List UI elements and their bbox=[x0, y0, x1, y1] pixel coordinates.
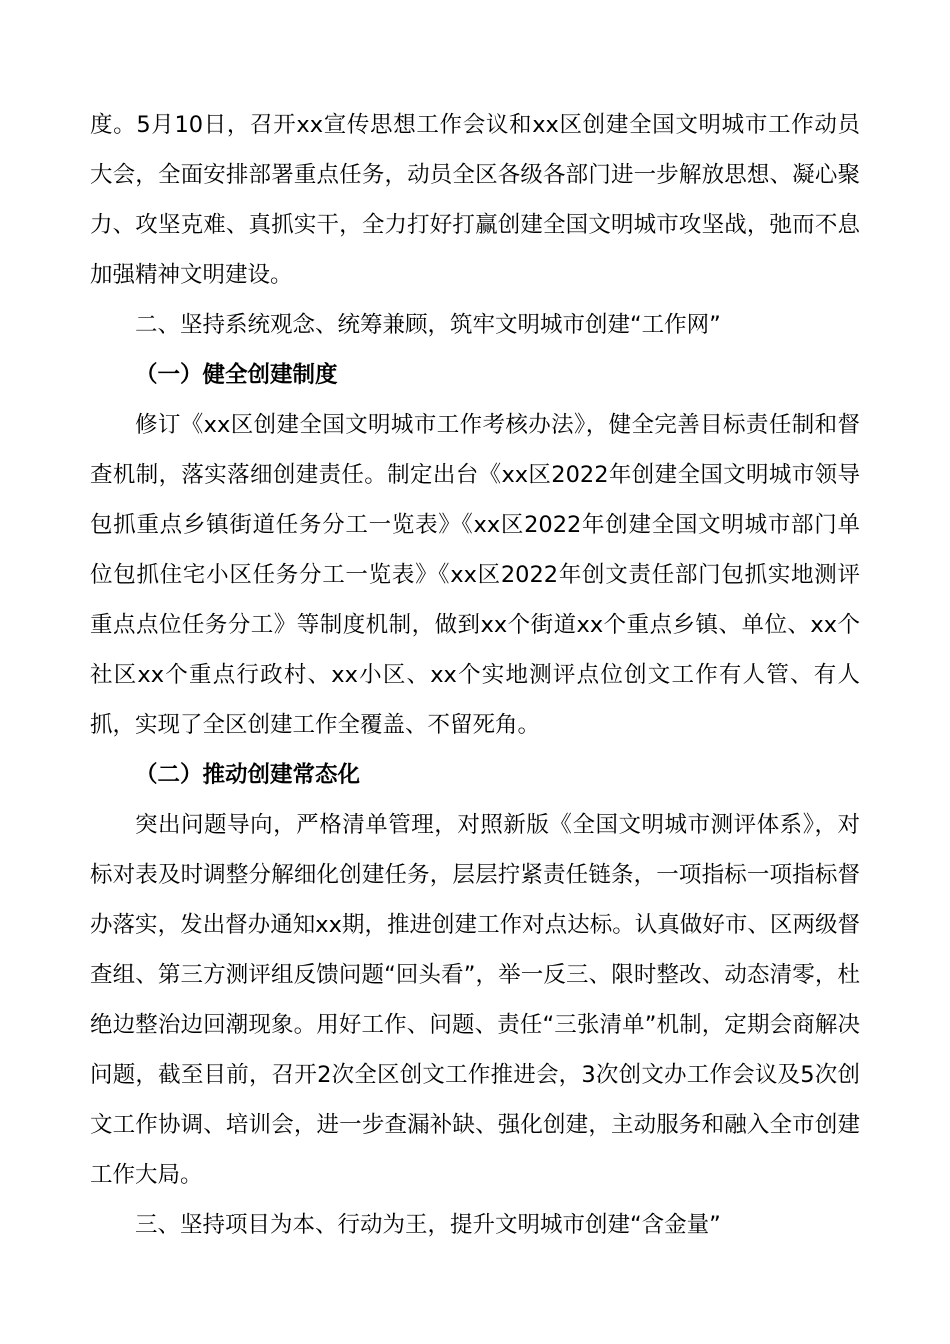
subsection-2-heading: （二）推动创建常态化 bbox=[135, 762, 361, 788]
subsection-1-paragraph: 修订《xx区创建全国文明城市工作考核办法》，健全完善目标责任制和督查机制，落实落细创建责任。制定出台《xx区2022年创建全国文明城市领导包抓重点乡镇街道任务分工一览表》《xx区2022年创建全国文明城市部门单位包抓住宅小区任务分工一览表》《xx区2022年创文责任部门包抓实地测评重点点位任务分工》等制度机制，做到xx个街道xx个重点乡镇、单位、xx个社区xx个重点行政村、xx小区、xx个实地测评点位创文工作有人管、有人抓，实现了全区创建工作全覆盖、不留死角。 bbox=[90, 412, 860, 738]
intro-paragraph: 度。5月10日，召开xx宣传思想工作会议和xx区创建全国文明城市工作动员大会，全面安排部署重点任务，动员全区各级各部门进一步解放思想、凝心聚力、攻坚克难、真抓实干，全力打好打赢创建全国文明城市攻坚战，弛而不息加强精神文明建设。 bbox=[90, 112, 860, 288]
subsection-2-paragraph: 突出问题导向，严格清单管理，对照新版《全国文明城市测评体系》，对标对表及时调整分解细化创建任务，层层拧紧责任链条，一项指标一项指标督办落实，发出督办通知xx期，推进创建工作对点达标。认真做好市、区两级督查组、第三方测评组反馈问题“回头看”，举一反三、限时整改、动态清零，杜绝边整治边回潮现象。用好工作、问题、责任“三张清单”机制，定期会商解决问题，截至目前，召开2次全区创文工作推进会，3次创文办工作会议及5次创文工作协调、培训会，进一步查漏补缺、强化创建，主动服务和融入全市创建工作大局。 bbox=[90, 812, 860, 1188]
document-page bbox=[90, 100, 860, 1250]
section-3-heading: 三、坚持项目为本、行动为王，提升文明城市创建“含金量” bbox=[135, 1212, 721, 1238]
section-2-heading: 二、坚持系统观念、统筹兼顾，筑牢文明城市创建“工作网” bbox=[135, 312, 721, 338]
subsection-1-heading: （一）健全创建制度 bbox=[135, 362, 338, 388]
